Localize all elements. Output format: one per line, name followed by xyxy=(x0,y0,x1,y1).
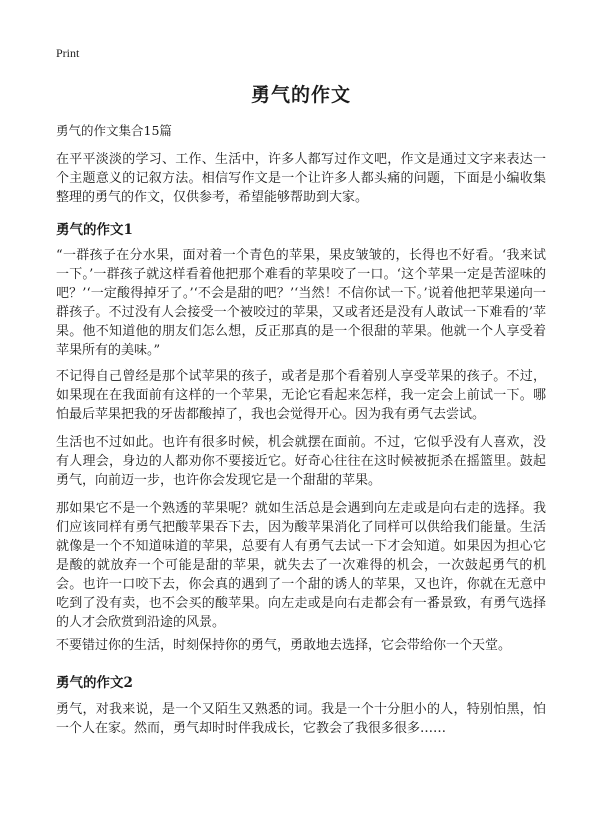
intro-paragraph: 在平平淡淡的学习、工作、生活中，许多人都写过作文吧，作文是通过文字来表达一个主题意义的记叙方法。相信写作文是一个让许多人都头痛的问题，下面是小编收集整理的勇气的作文，仅供参考，希望能够帮助到大家。 xyxy=(56,152,546,205)
section-heading-1: 勇气的作文1 xyxy=(56,222,133,238)
section-1-paragraph-4: 那如果它不是一个熟透的苹果呢？就如生活总是会遇到向左走或是向右走的选择。我们应该同样有勇气把酸苹果吞下去，因为酸苹果消化了同样可以供给我们能量。生活就像是一个不知道味道的苹果，总要有人有勇气去试一下才会知道。如果因为担心它是酸的就放弃一个可能是甜的苹果，就失去了一次难得的机会，一次鼓起勇气的机会。也许一口咬下去，你会真的遇到了一个甜的诱人的苹果，又也许，你就在无意中吃到了没有卖，也不会买的酸苹果。向左走或是向右走都会有一番景致，有勇气选择的人才会欣赏到沿途的风景。 xyxy=(56,501,546,630)
document-title: 勇气的作文 xyxy=(250,84,351,106)
section-2-paragraph-1: 勇气，对我来说，是一个又陌生又熟悉的词。我是一个十分胆小的人，特别怕黑，怕一个人在家。然而，勇气却时时伴我成长，它教会了我很多很多…… xyxy=(56,702,546,736)
section-1-paragraph-2: 不记得自己曾经是那个试苹果的孩子，或者是那个看着别人享受苹果的孩子。不过，如果现在在我面前有这样的一个苹果，无论它看起来怎样，我一定会上前试一下。哪怕最后苹果把我的牙齿都酸掉了，我也会觉得开心。因为我有勇气去尝试。 xyxy=(56,369,546,422)
section-1-paragraph-3: 生活也不过如此。也许有很多时候，机会就摆在面前。不过，它似乎没有人喜欢，没有人理会，身边的人都劝你不要接近它。好奇心往往在这时候被扼杀在摇篮里。鼓起勇气，向前迈一步，也许你会发现它是一个甜甜的苹果。 xyxy=(56,435,546,488)
section-heading-2: 勇气的作文2 xyxy=(56,675,133,691)
section-1-paragraph-5: 不要错过你的生活，时刻保持你的勇气，勇敢地去选择，它会带给你一个天堂。 xyxy=(56,638,512,653)
document-subtitle: 勇气的作文集合15篇 xyxy=(56,123,172,138)
section-1-paragraph-1: “一群孩子在分水果，面对着一个青色的苹果，果皮皱皱的，长得也不好看。‘我来试一下。’一群孩子就这样看着他把那个难看的苹果咬了一口。‘这个苹果一定是苦涩味的吧？’‘一定酸得掉牙了。’‘不会是甜的吧？’‘当然！不信你试一下。’说着他把苹果递向一群孩子。不过没有人会接受一个被咬过的苹果，又或者还是没有人敢试一下难看的’苹果。他不知道他的朋友们怎么想，反正那真的是一个很甜的苹果。他就一个人享受着苹果所有的美味。” xyxy=(56,248,546,358)
print-link[interactable]: Print xyxy=(56,46,80,60)
